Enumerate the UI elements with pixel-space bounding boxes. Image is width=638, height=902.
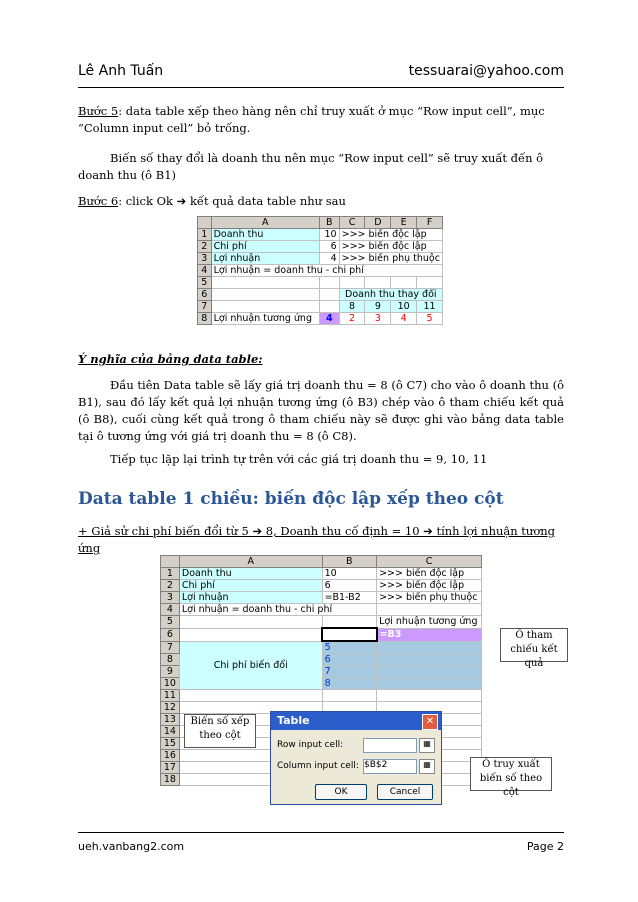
table-cell[interactable] — [377, 678, 482, 690]
table-cell[interactable]: Lợi nhuận — [179, 592, 322, 604]
row-header: 1 — [161, 568, 180, 580]
table-cell[interactable]: Doanh thu thay đổi — [339, 289, 442, 301]
row-header: 2 — [198, 241, 212, 253]
table-cell[interactable] — [377, 666, 482, 678]
callout-column-variable: Biến số xếp theo cột — [184, 714, 256, 748]
row-header: 4 — [198, 265, 212, 277]
col-header: F — [417, 217, 443, 229]
col-header: E — [391, 217, 417, 229]
table-cell[interactable]: Doanh thu — [179, 568, 322, 580]
table-cell[interactable] — [339, 277, 365, 289]
row-header: 18 — [161, 774, 180, 786]
col-header: C — [377, 556, 482, 568]
table-cell[interactable]: 10 — [391, 301, 417, 313]
row-header: 7 — [161, 641, 180, 654]
paragraph-step5 — [78, 103, 564, 137]
table-cell[interactable]: 5 — [322, 641, 377, 654]
dialog-titlebar — [271, 712, 441, 730]
ok-button[interactable]: OK — [315, 784, 367, 800]
table-cell[interactable] — [322, 690, 377, 702]
table-cell[interactable] — [179, 616, 322, 629]
page-header — [78, 63, 564, 83]
author-email: tessuarai@yahoo.com — [408, 63, 564, 79]
spreadsheet-result — [197, 216, 443, 325]
table-cell[interactable]: Lợi nhuận — [211, 253, 319, 265]
header-rule — [78, 87, 564, 88]
table-cell[interactable] — [417, 277, 443, 289]
col-header: A — [179, 556, 322, 568]
table-cell[interactable]: 10 — [322, 568, 377, 580]
row-header: 14 — [161, 726, 180, 738]
column-input-label: Column input cell: — [277, 761, 359, 771]
dialog-title: Table — [277, 714, 310, 727]
page-footer — [78, 840, 564, 853]
table-cell[interactable] — [377, 641, 482, 654]
col-header: A — [211, 217, 319, 229]
paragraph-assume: + Giả sử chi phí biến đổi từ 5 ➔ 8, Doanh thu cố định = 10 ➔ tính lợi nhuận tương ứng — [78, 524, 556, 555]
row-header: 16 — [161, 750, 180, 762]
row-header: 5 — [198, 277, 212, 289]
table-cell[interactable] — [179, 690, 322, 702]
table-cell[interactable] — [179, 628, 322, 641]
column-input-field[interactable]: $B$2 — [363, 759, 417, 774]
table-cell[interactable] — [377, 604, 482, 616]
footer-site: ueh.vanbang2.com — [78, 840, 185, 853]
row-header: 7 — [198, 301, 212, 313]
row-header: 10 — [161, 678, 180, 690]
paragraph-step6 — [78, 193, 564, 210]
row-header: 12 — [161, 702, 180, 714]
row-header: 3 — [198, 253, 212, 265]
table-cell[interactable]: 9 — [365, 301, 391, 313]
col-header: D — [365, 217, 391, 229]
meaning-title: Ý nghĩa của bảng data table: — [78, 352, 263, 366]
table-cell[interactable] — [319, 301, 339, 313]
table-cell[interactable] — [365, 277, 391, 289]
table-cell[interactable] — [391, 277, 417, 289]
table-cell[interactable]: 6 — [319, 241, 339, 253]
table-dialog — [270, 711, 442, 805]
table-cell[interactable]: 8 — [322, 678, 377, 690]
table-cell[interactable]: 4 — [319, 253, 339, 265]
col-header: B — [322, 556, 377, 568]
step5-label: Bước 5 — [78, 104, 119, 118]
row-header: 11 — [161, 690, 180, 702]
table-cell[interactable]: =B1-B2 — [322, 592, 377, 604]
cancel-button[interactable]: Cancel — [377, 784, 433, 800]
table-cell[interactable]: 3 — [365, 313, 391, 325]
table-cell[interactable] — [322, 616, 377, 629]
table-cell[interactable]: >>> biến độc lập — [377, 580, 482, 592]
step6-label: Bước 6 — [78, 194, 119, 208]
close-icon[interactable]: ✕ — [422, 714, 438, 730]
row-header: 9 — [161, 666, 180, 678]
step6-text: : click Ok ➔ kết quả data table như sau — [118, 194, 346, 208]
row-input-label: Row input cell: — [277, 740, 344, 750]
col-header: C — [339, 217, 365, 229]
col-header: B — [319, 217, 339, 229]
row-header: 8 — [198, 313, 212, 325]
table-cell[interactable]: >>> biến phụ thuộc — [377, 592, 482, 604]
paragraph-meaning: Đầu tiên Data table sẽ lấy giá trị doanh thu = 8 (ô C7) cho vào ô doanh thu (ô B1), sau đó lấy kết quả lợi nhuận tương ứng (ô B3) chép vào ô tham chiếu kết quả (ô B8), cuối cùng kết quả trong ô tham chiếu này sẽ được ghi vào bảng data table tại ô tương ứng với giá trị doanh thu = 8 (ô C8). — [78, 378, 564, 443]
row-input-field[interactable] — [363, 738, 417, 753]
table-cell[interactable] — [211, 277, 319, 289]
table-cell[interactable]: 7 — [322, 666, 377, 678]
table-cell[interactable]: Lợi nhuận tương ứng — [377, 616, 482, 629]
table-cell[interactable]: 5 — [417, 313, 443, 325]
collapse-dialog-icon[interactable]: ▦ — [419, 738, 435, 753]
table-cell[interactable]: >>> biến độc lập — [339, 241, 442, 253]
table-cell[interactable]: 6 — [322, 654, 377, 666]
row-header: 8 — [161, 654, 180, 666]
callout-column-input: Ô truy xuất biến số theo cột — [470, 757, 552, 791]
row-header: 6 — [161, 628, 180, 641]
row-header: 5 — [161, 616, 180, 629]
row-header: 13 — [161, 714, 180, 726]
table-cell[interactable]: 6 — [322, 580, 377, 592]
table-cell[interactable]: >>> biến độc lập — [339, 229, 442, 241]
table-cell[interactable]: 11 — [417, 301, 443, 313]
table-cell[interactable]: Lợi nhuận = doanh thu - chi phí — [179, 604, 376, 616]
row-header: 6 — [198, 289, 212, 301]
table-cell[interactable]: Doanh thu — [211, 229, 319, 241]
table-cell[interactable]: 4 — [319, 313, 339, 325]
section-title: Data table 1 chiều: biến độc lập xếp theo cột — [78, 489, 504, 509]
table-cell[interactable]: 10 — [319, 229, 339, 241]
row-header: 15 — [161, 738, 180, 750]
row-header: 4 — [161, 604, 180, 616]
page-number: Page 2 — [526, 840, 564, 853]
footer-rule — [78, 832, 564, 833]
table-cell[interactable]: Chi phí — [211, 241, 319, 253]
row-header: 3 — [161, 592, 180, 604]
table-cell[interactable] — [319, 289, 339, 301]
table-cell[interactable]: 8 — [339, 301, 365, 313]
paragraph-repeat: Tiếp tục lặp lại trình tự trên với các giá trị doanh thu = 9, 10, 11 — [110, 452, 488, 466]
row-header: 2 — [161, 580, 180, 592]
table-cell[interactable]: Chi phí biến đổi — [179, 641, 322, 690]
table-cell[interactable] — [322, 628, 377, 641]
row-header: 1 — [198, 229, 212, 241]
table-cell[interactable]: 2 — [339, 313, 365, 325]
table-cell[interactable] — [377, 690, 482, 702]
table-cell[interactable] — [377, 654, 482, 666]
paragraph-variable: Biến số thay đổi là doanh thu nên mục “Row input cell” sẽ truy xuất đến ô doanh thu (ô B1) — [78, 151, 544, 182]
table-cell[interactable]: =B3 — [377, 628, 482, 641]
table-cell[interactable]: 4 — [391, 313, 417, 325]
collapse-dialog-icon[interactable]: ▦ — [419, 759, 435, 774]
table-cell[interactable]: Lợi nhuận = doanh thu - chi phí — [211, 265, 442, 277]
table-cell[interactable]: >>> biến độc lập — [377, 568, 482, 580]
callout-result-reference: Ô tham chiếu kết quả — [500, 628, 568, 662]
step5-text: : data table xếp theo hàng nên chỉ truy xuất ở mục “Row input cell”, mục “Column input cell” bỏ trống. — [78, 104, 545, 135]
author-name: Lê Anh Tuấn — [78, 63, 164, 79]
table-cell[interactable] — [211, 301, 319, 313]
table-cell[interactable]: Chi phí — [179, 580, 322, 592]
table-cell[interactable] — [211, 289, 319, 301]
table-cell[interactable]: Lợi nhuận tương ứng — [211, 313, 319, 325]
table-cell[interactable]: >>> biến phụ thuộc — [339, 253, 442, 265]
row-header: 17 — [161, 762, 180, 774]
table-cell[interactable] — [319, 277, 339, 289]
